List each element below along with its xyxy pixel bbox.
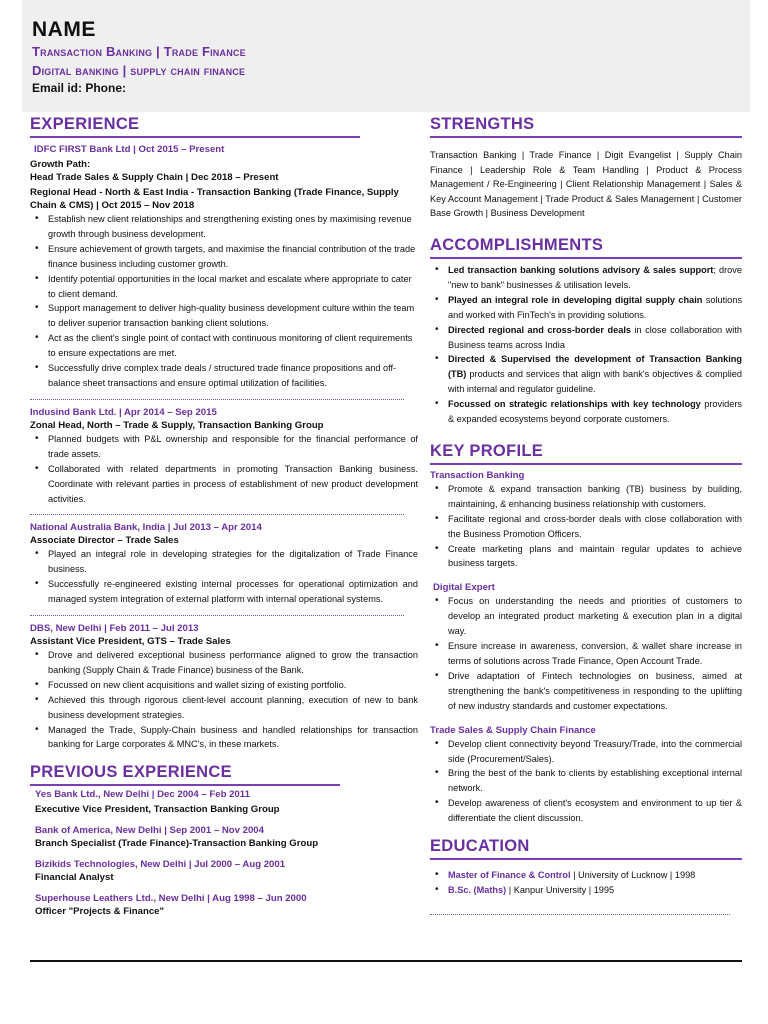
list-item (430, 293, 742, 323)
growth-path-label: Growth Path: (30, 159, 91, 170)
accomplishments-list (430, 263, 742, 427)
job-entry (30, 143, 418, 391)
list-item: • Drove and delivered exceptional business performance aligned to grow the transaction banking (Supply Chain & Trade Finance) business of the Bank. (30, 648, 418, 678)
dotted-divider (30, 615, 404, 616)
section-rule (430, 136, 742, 138)
list-item: • Focussed on new client acquisitions and wallet sizing of existing portfolio. (30, 678, 418, 693)
group-heading: Transaction Banking (430, 469, 525, 481)
list-item: • Ensure achievement of growth targets, and maximise the financial contribution of the trade finance business including customer growth. (30, 242, 418, 272)
section-rule (430, 858, 742, 860)
accomplishments-section-header (430, 235, 742, 259)
group-heading: Digital Expert (433, 582, 495, 594)
job-role: Zonal Head, North – Trade & Supply, Transaction Banking Group (30, 419, 324, 431)
list-item: • Create marketing plans and maintain regular updates to achieve business targets. (430, 542, 742, 572)
job-role: Executive Vice President, Transaction Banking Group (35, 804, 280, 816)
section-rule (30, 784, 340, 786)
accomplishment-lead: Directed & Supervised the development of Transaction Banking (TB) (448, 354, 742, 380)
section-title-key-profile: KEY PROFILE (430, 441, 544, 460)
degree-name: B.Sc. (Maths) (448, 884, 507, 895)
job-role: Regional Head - North & East India - Transaction Banking (Trade Finance, Supply Chain & CMS) | Oct 2015 – Nov 2018 (30, 187, 399, 211)
list-item: • Planned budgets with P&L ownership and responsible for the financial performance of trade assets. (30, 432, 418, 462)
list-item: • Successfully drive complex trade deals / structured trade finance propositions and off-balance sheet transactions and ensure optimal utilization of facilities. (30, 361, 418, 391)
list-item: • Develop client connectivity beyond Treasury/Trade, into the commercial side (Procurement/Sales). (430, 737, 742, 767)
job-heading: Bank of America, New Delhi | Sep 2001 – Nov 2004 (35, 825, 264, 837)
previous-experience-list (30, 788, 418, 918)
list-item: • Act as the client's single point of contact with continuous monitoring of client requirements to ensure expectations are met. (30, 331, 418, 361)
previous-job (35, 892, 418, 918)
job-entry (30, 521, 418, 607)
list-item: • Managed the Trade, Supply-Chain business and handled relationships for transaction banking for Large corporates & MNC's, in these markets. (30, 723, 418, 753)
list-item (430, 868, 742, 883)
experience-section-header (30, 114, 360, 138)
accomplishment-text: products and services that align with bank's objectives & complied with internal and regulator guideline. (448, 369, 742, 395)
job-role: Head Trade Sales & Supply Chain | Dec 2018 – Present (30, 172, 279, 183)
list-item: • Drive adaptation of Fintech technologies on business, aimed at strengthening the bank's competitiveness in responding to the uplifting of new industry standards and customer expectations. (430, 669, 742, 714)
job-heading: Bizikids Technologies, New Delhi | Jul 2000 – Aug 2001 (35, 859, 286, 871)
accomplishment-lead: Led transaction banking solutions advisory & sales support (448, 264, 714, 275)
headline-primary: Transaction Banking | Trade Finance (32, 44, 246, 59)
accomplishment-lead: Focussed on strategic relationships with key technology (448, 399, 701, 410)
section-rule (430, 463, 742, 465)
dotted-divider (430, 914, 730, 915)
resume-header (22, 0, 750, 112)
previous-job (35, 788, 418, 816)
section-title-experience: EXPERIENCE (30, 115, 140, 133)
list-item: • Collaborated with related departments in promoting Transaction Banking business. Coordinate with relevant parties in process of establishment of new product development activities. (30, 462, 418, 507)
group-bullets (430, 482, 742, 571)
list-item: • Establish new client relationships and strengthening existing ones by maximising revenue growth through business development. (30, 212, 418, 242)
job-role: Financial Analyst (35, 872, 114, 884)
group-bullets (430, 594, 742, 713)
headline-secondary: Digital banking | supply chain finance (32, 63, 246, 78)
accomplishment-text: in close collaboration with Business teams across India (448, 324, 742, 350)
dotted-divider (30, 399, 404, 400)
left-column (30, 112, 418, 918)
list-item: • Ensure increase in awareness, conversion, & wallet share increase in terms of solutions across Trade Finance, Open Account Trade. (430, 639, 742, 669)
section-title-accomplishments: ACCOMPLISHMENTS (430, 235, 604, 254)
list-item: • Develop awareness of client's ecosystem and environment to up tier & differentiate the client discussion. (430, 796, 742, 826)
key-profile-group (430, 581, 742, 713)
list-item: • Promote & expand transaction banking (TB) business by building, maintaining, & enhancing business relationship with customers. (430, 482, 742, 512)
right-column (430, 112, 742, 915)
previous-experience-section-header (30, 762, 340, 786)
list-item: • Support management to deliver high-quality business development culture within the team to deliver superior transaction banking client solutions. (30, 301, 418, 331)
section-title-strengths: STRENGTHS (430, 115, 535, 133)
job-role: Assistant Vice President, GTS – Trade Sales (30, 636, 231, 648)
section-title-education: EDUCATION (430, 837, 530, 856)
key-profile-group (430, 469, 742, 571)
job-role: Branch Specialist (Trade Finance)-Transaction Banking Group (35, 838, 319, 850)
job-heading: IDFC FIRST Bank Ltd | Oct 2015 – Present (34, 144, 225, 155)
job-heading: DBS, New Delhi | Feb 2011 – Jul 2013 (30, 623, 199, 635)
job-bullets (30, 547, 418, 607)
job-heading: Superhouse Leathers Ltd., New Delhi | Aug 1998 – Jun 2000 (35, 893, 307, 905)
page-bottom-rule (30, 960, 742, 962)
job-entry (30, 406, 418, 507)
accomplishment-lead: Played an integral role in developing digital supply chain (448, 294, 703, 305)
group-bullets (430, 737, 742, 826)
dotted-divider (30, 514, 404, 515)
section-rule (430, 257, 742, 259)
key-profile-group (430, 724, 742, 826)
list-item: • Bring the best of the bank to clients by establishing exceptional internal network. (430, 766, 742, 796)
degree-name: Master of Finance & Control (448, 870, 571, 881)
accomplishment-text: ; drove "new to bank" businesses & utilisation levels. (448, 264, 742, 290)
degree-details: | University of Lucknow | 1998 (570, 870, 696, 881)
section-rule (30, 136, 360, 138)
job-bullets (30, 648, 418, 752)
list-item (430, 397, 742, 427)
accomplishment-text: providers & expanded ecosystems beyond corporate customers. (448, 399, 742, 425)
list-item (430, 263, 742, 293)
contact-line: Email id: Phone: (32, 81, 127, 95)
job-role: Associate Director – Trade Sales (30, 535, 179, 547)
candidate-name: NAME (32, 18, 96, 41)
list-item (430, 883, 742, 898)
degree-details: | Kanpur University | 1995 (506, 884, 615, 895)
job-bullets (30, 432, 418, 507)
list-item (430, 323, 742, 353)
job-entry (30, 622, 418, 752)
list-item: • Played an integral role in developing strategies for the digitalization of Trade Finance business. (30, 547, 418, 577)
accomplishment-text: solutions and worked with FinTech's in providing solutions. (448, 294, 742, 320)
list-item (430, 352, 742, 397)
job-heading: National Australia Bank, India | Jul 2013 – Apr 2014 (30, 522, 262, 534)
strengths-section-header (430, 114, 742, 138)
education-section-header (430, 836, 742, 860)
job-heading: Indusind Bank Ltd. | Apr 2014 – Sep 2015 (30, 406, 217, 418)
key-profile-section-header (430, 441, 742, 465)
list-item: • Facilitate regional and cross-border deals with close collaboration with the Business Promotion Officers. (430, 512, 742, 542)
group-heading: Trade Sales & Supply Chain Finance (430, 724, 596, 736)
job-bullets (30, 212, 418, 391)
education-list (430, 868, 742, 898)
job-role: Officer "Projects & Finance" (35, 906, 165, 918)
accomplishment-lead: Directed regional and cross-border deals (448, 324, 631, 335)
list-item: • Successfully re-engineered existing internal processes for operational optimization and managed system integration of external platform with internal operational systems. (30, 577, 418, 607)
strengths-text: Transaction Banking | Trade Finance | Digit Evangelist | Supply Chain Finance | Leadership Role & Team Handling | Product & Process Management / Re-Engineering | Client Relationship Management | Sales & Key Account Management | Trade Product & Sales Management | Customer Base Growth | Business Development (430, 150, 742, 219)
previous-job (35, 824, 418, 850)
list-item: • Identify potential opportunities in the local market and escalate where appropriate to cater to client demand. (30, 272, 418, 302)
list-item: • Focus on understanding the needs and priorities of customers to develop an integrated product marketing & execution plan in a digital way. (430, 594, 742, 639)
list-item: • Achieved this through rigorous client-level account planning, execution of new to bank business development strategies. (30, 693, 418, 723)
section-title-previous-experience: PREVIOUS EXPERIENCE (30, 763, 232, 782)
previous-job (35, 858, 418, 884)
job-heading: Yes Bank Ltd., New Delhi | Dec 2004 – Feb 2011 (35, 789, 250, 801)
